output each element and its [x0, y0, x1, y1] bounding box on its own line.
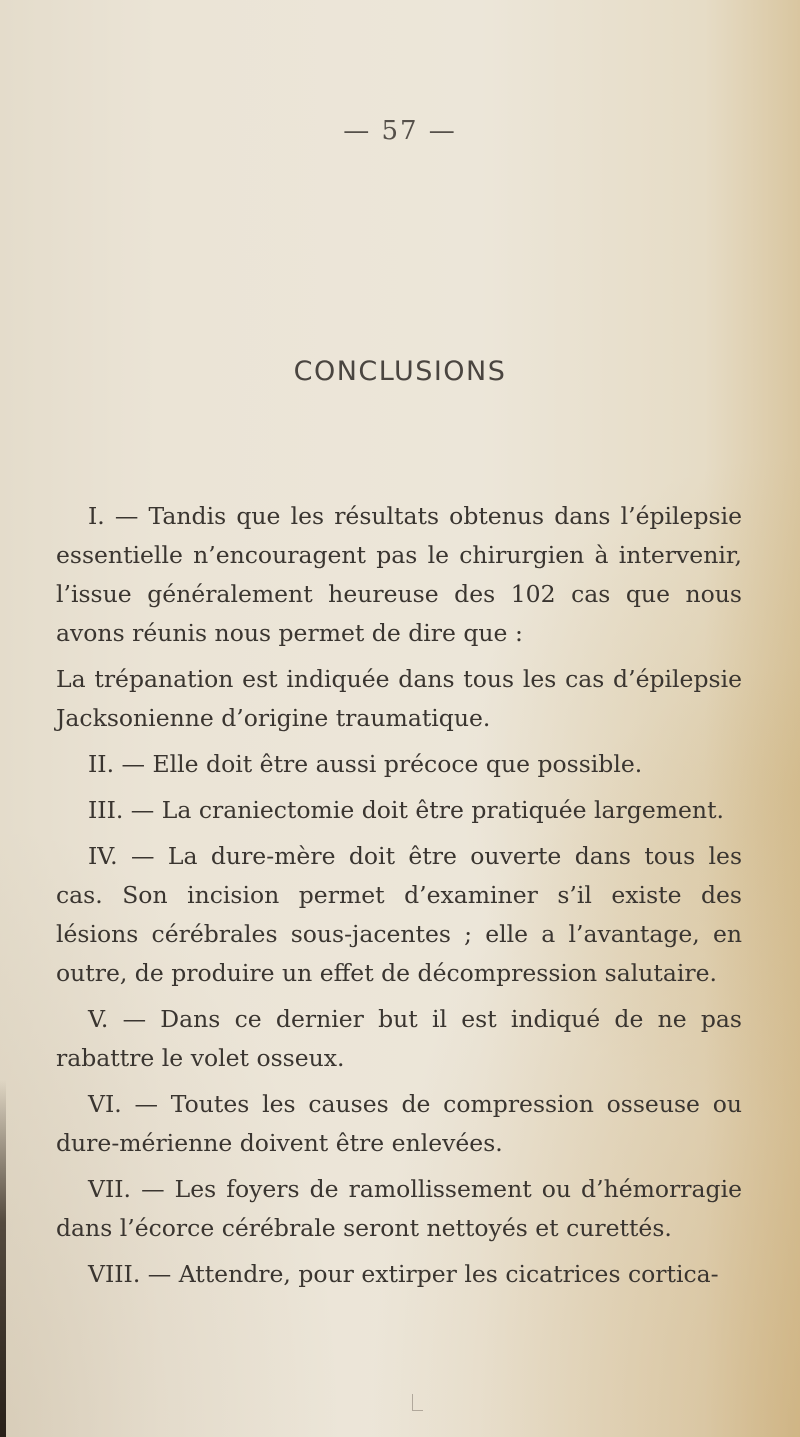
printer-mark [412, 1394, 423, 1411]
paragraph-4: IV. — La dure-mère doit être ouverte dans tous les cas. Son incision permet d’examiner s’il existe des lésions cérébrales sous-jacentes ; elle a l’avantage, en outre, de produire un effet de décompression salutaire. [56, 842, 742, 987]
page-number: — 57 — [343, 116, 457, 146]
conclusions-body [56, 497, 742, 1301]
section-heading: CONCLUSIONS [293, 356, 507, 387]
paragraph-7: VII. — Les foyers de ramollissement ou d’hémorragie dans l’écorce cérébrale seront nettoyés et curettés. [56, 1175, 742, 1242]
paragraph-6: VI. — Toutes les causes de compression osseuse ou dure-mérienne doivent être enlevées. [56, 1090, 742, 1157]
page-edge-shadow [0, 1080, 6, 1437]
paragraph-1: I. — Tandis que les résultats obtenus dans l’épilepsie essentielle n’encouragent pas le chirurgien à intervenir, l’issue généralement heureuse des 102 cas que nous avons réunis nous permet de dire que : [56, 502, 742, 647]
paragraph-2: II. — Elle doit être aussi précoce que possible. [88, 750, 643, 778]
paragraph-8: VIII. — Attendre, pour extirper les cicatrices cortica- [88, 1260, 719, 1288]
paragraph-3: III. — La craniectomie doit être pratiquée largement. [88, 796, 724, 824]
paragraph-1-continued: La trépanation est indiquée dans tous les cas d’épilepsie Jacksonienne d’origine traumatique. [56, 665, 742, 732]
paragraph-5: V. — Dans ce dernier but il est indiqué de ne pas rabattre le volet osseux. [56, 1005, 742, 1072]
